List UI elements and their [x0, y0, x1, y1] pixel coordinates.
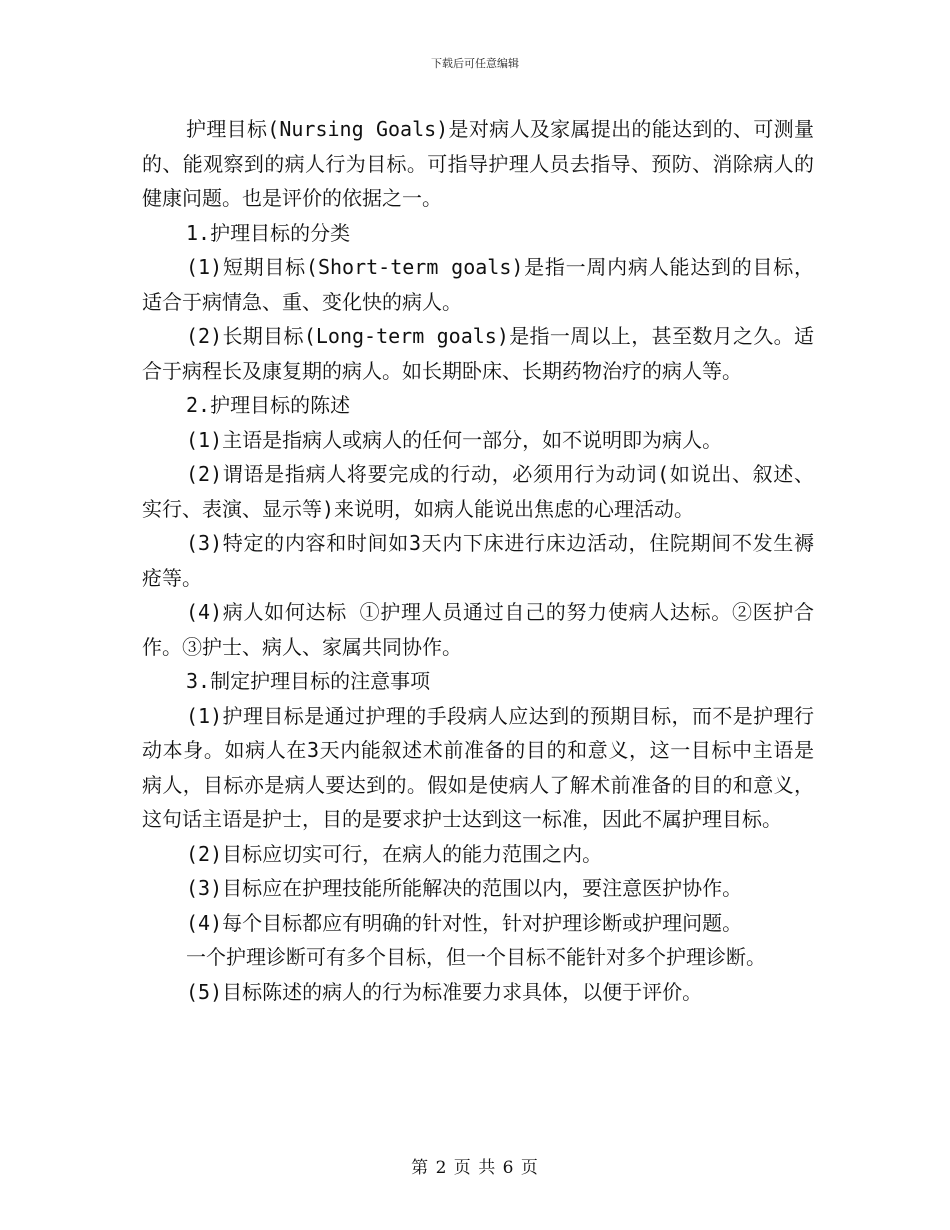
paragraph-subject: (1)主语是指病人或病人的任何一部分，如不说明即为病人。	[186, 427, 723, 452]
heading-notes: 3.制定护理目标的注意事项	[186, 669, 431, 693]
document-body	[142, 112, 814, 1009]
paragraph-note-4: (4)每个目标都应有明确的针对性，针对护理诊断或护理问题。	[186, 910, 743, 935]
page-footer-page-number: 第 2 页 共 6 页	[411, 1158, 539, 1178]
paragraph-short-term: (1)短期目标(Short-term goals)是指一周内病人能达到的目标，适合于病情急、重、变化快的病人。	[142, 255, 814, 314]
heading-goal-classification: 1.护理目标的分类	[186, 220, 351, 245]
paragraph-how-achieve: (4)病人如何达标 ①护理人员通过自己的努力使病人达标。②医护合作。③护士、病人、家属共同协作。	[142, 600, 814, 659]
paragraph-note-5: (5)目标陈述的病人的行为标准要力求具体，以便于评价。	[186, 979, 703, 1004]
paragraph-note-1: (1)护理目标是通过护理的手段病人应达到的预期目标，而不是护理行动本身。如病人在3天内能叙述术前准备的目的和意义，这一目标中主语是病人，目标亦是病人要达到的。假如是使病人了解术前准备的目的和意义，这句话主语是护士，目的是要求护士达到这一标准，因此不属护理目标。	[142, 703, 814, 831]
paragraph-note-3: (3)目标应在护理技能所能解决的范围以内，要注意医护协作。	[186, 876, 743, 900]
paragraph-predicate: (2)谓语是指病人将要完成的行动，必须用行为动词(如说出、叙述、实行、表演、显示等)来说明，如病人能说出焦虑的心理活动。	[142, 462, 814, 521]
paragraph-long-term: (2)长期目标(Long-term goals)是指一周以上，甚至数月之久。适合于病程长及康复期的病人。如长期卧床、长期药物治疗的病人等。	[142, 324, 814, 383]
paragraph-note-4-extra: 一个护理诊断可有多个目标，但一个目标不能针对多个护理诊断。	[186, 945, 766, 969]
paragraph-intro: 护理目标(Nursing Goals)是对病人及家属提出的能达到的、可测量的、能观察到的病人行为目标。可指导护理人员去指导、预防、消除病人的健康问题。也是评价的依据之一。	[142, 117, 814, 210]
paragraph-content-time: (3)特定的内容和时间如3天内下床进行床边活动，住院期间不发生褥疮等。	[142, 531, 814, 590]
paragraph-note-2: (2)目标应切实可行，在病人的能力范围之内。	[186, 841, 603, 866]
heading-goal-statement: 2.护理目标的陈述	[186, 393, 351, 417]
page-header: 下载后可任意编辑	[431, 57, 519, 70]
